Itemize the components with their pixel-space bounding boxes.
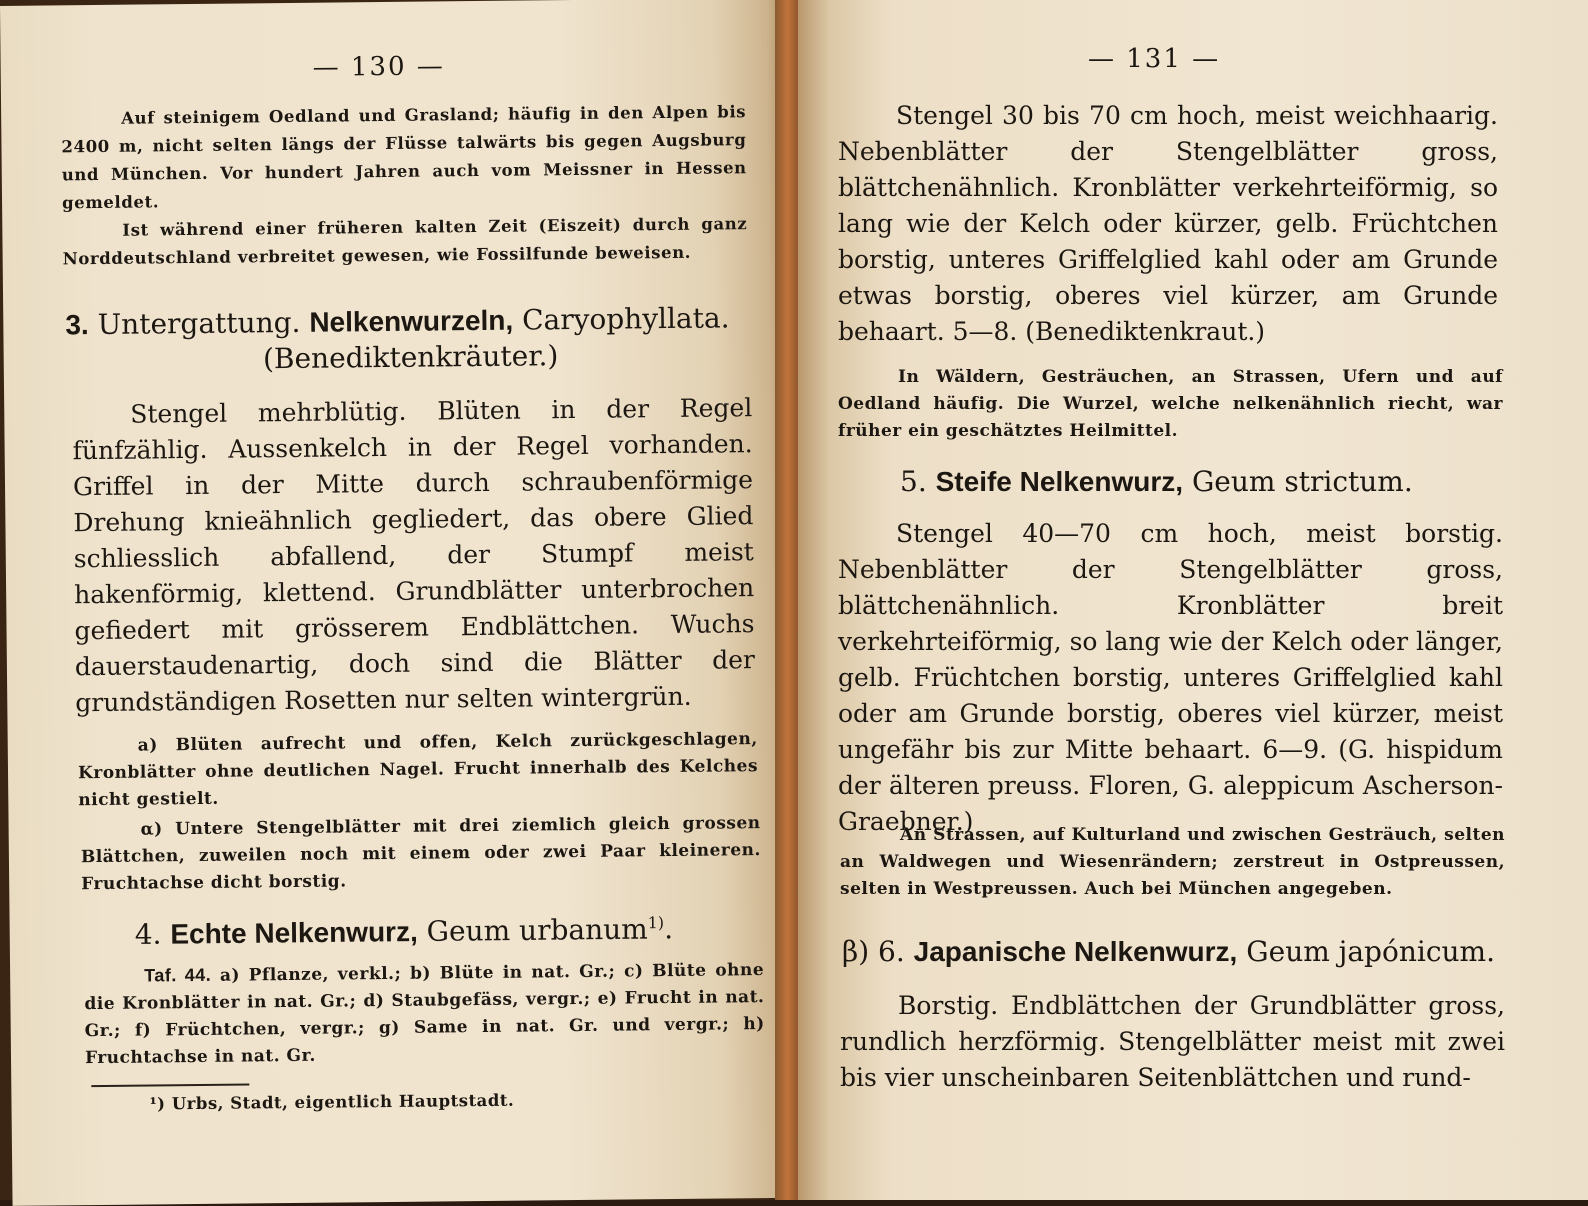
history-paragraph: Ist während einer früheren kalten Zeit (Eiszeit) durch ganz Norddeutschland verbreitet gewesen, wie Fossilfunde beweisen.: [62, 214, 748, 269]
species-name: Echte Nelkenwurz,: [170, 916, 418, 950]
key-marker: β): [842, 935, 870, 968]
footnote-rule: [91, 1083, 249, 1087]
footnote: ¹) Urbs, Stadt, eigentlich Hauptstadt.: [149, 1090, 515, 1114]
section-prefix: Untergattung.: [97, 305, 301, 341]
plate-label: Taf. 44.: [144, 964, 212, 986]
species-number: 4.: [134, 917, 162, 951]
key-alpha: α) Untere Stengelblätter mit drei ziemlich gleich grossen Blättchen, zuweilen noch mit einem oder zwei Paar kleineren. Fruchtachse dicht borstig.: [80, 813, 761, 895]
species-end: .: [663, 912, 674, 946]
key-a: a) Blüten aufrecht und offen, Kelch zurückgeschlagen, Kronblätter ohne deutlichen Nagel. Frucht innerhalb des Kelches nicht gestielt.: [77, 729, 759, 811]
section-number: 3.: [65, 309, 89, 341]
species-number: 6.: [878, 935, 905, 968]
species-number: 5.: [900, 465, 927, 498]
habitat-paragraph: Auf steinigem Oedland und Grasland; häufig in den Alpen bis 2400 m, nicht selten längs der Flüsse talwärts bis gegen Augsburg und München. Vor hundert Jahren auch vom Meissner in Hessen gemeldet.: [61, 102, 747, 213]
genus-description: Stengel mehrblütig. Blüten in der Regel fünfzählig. Aussenkelch in der Regel vorhanden. Griffel in der Mitte durch schraubenförmige Drehung knieähnlich gegliedert, das obere Glied schliesslich abfallend, der Stumpf meist hakenförmig, klettend. Grundblätter unterbrochen gefiedert mit grösserem Endblättchen. Wuchs dauerstaudenartig, doch sind die Blätter der grundständigen Rosetten nur selten wintergrün.: [72, 393, 756, 718]
species-name: Japanische Nelkenwurz,: [913, 936, 1238, 967]
section-subtitle: (Benediktenkräuter.): [262, 339, 559, 376]
footnote-mark: 1): [647, 913, 665, 933]
plate-caption: [84, 956, 765, 1072]
page-number: — 131 —: [1088, 44, 1221, 74]
plate-text: a) Pflanze, verkl.; b) Blüte in nat. Gr.; c) Blüte ohne die Kronblätter in nat. Gr.; d) Staubgefäss, vergr.; e) Frucht in nat. Gr.; f) Früchtchen, vergr.; g) Same in nat. Gr. und vergr.; h) Fruchtachse in nat. Gr.: [84, 960, 765, 1069]
section-name: Nelkenwurzeln,: [309, 304, 514, 338]
section-latin: Caryophyllata.: [521, 301, 730, 337]
habitat-note: An Strassen, auf Kulturland und zwischen Gesträuch, selten an Waldwegen und Wiesenrändern; zerstreut in Ostpreussen, selten in Westpreussen. Auch bei München angegeben.: [840, 825, 1505, 899]
species-description: Borstig. Endblättchen der Grundblätter gross, rundlich herzförmig. Stengelblätter meist mit zwei bis vier unscheinbaren Seitenblättchen und rund-: [840, 991, 1505, 1092]
species-name: Steife Nelkenwurz,: [935, 466, 1184, 497]
page-number: — 130 —: [312, 51, 445, 83]
species-description: Stengel 30 bis 70 cm hoch, meist weichhaarig. Nebenblätter der Stengelblätter gross, blättchenähnlich. Kronblätter verkehrteiförmig, so lang wie der Kelch oder kürzer, gelb. Früchtchen borstig, unteres Griffelglied kahl oder am Grunde etwas borstig, oberes viel kürzer, am Grunde behaart. 5—8. (Benediktenkraut.): [838, 101, 1498, 346]
species-latin: Geum urbanum: [426, 912, 648, 948]
species-heading: [842, 934, 1512, 970]
species-latin: Geum strictum.: [1191, 465, 1413, 498]
species-description: Stengel 40—70 cm hoch, meist borstig. Nebenblätter der Stengelblätter gross, blättchenähnlich. Kronblätter breit verkehrteiförmig, so lang wie der Kelch oder länger, gelb. Früchtchen borstig, unteres Griffelglied kahl oder am Grunde borstig, oberes viel kürzer, meist ungefähr bis zur Mitte behaart. 6—9. (G. hispidum der älteren preuss. Floren, G. aleppicum Ascherson-Graebner.): [838, 519, 1503, 836]
habitat-note: In Wäldern, Gesträuchen, an Strassen, Ufern und auf Oedland häufig. Die Wurzel, welche nelkenähnlich riecht, war früher ein geschätztes Heilmittel.: [838, 367, 1503, 441]
species-heading: [134, 904, 764, 953]
right-page: [798, 0, 1588, 1200]
species-heading: [900, 464, 1520, 500]
section-heading: [65, 300, 756, 379]
species-latin: Geum japónicum.: [1246, 935, 1495, 968]
